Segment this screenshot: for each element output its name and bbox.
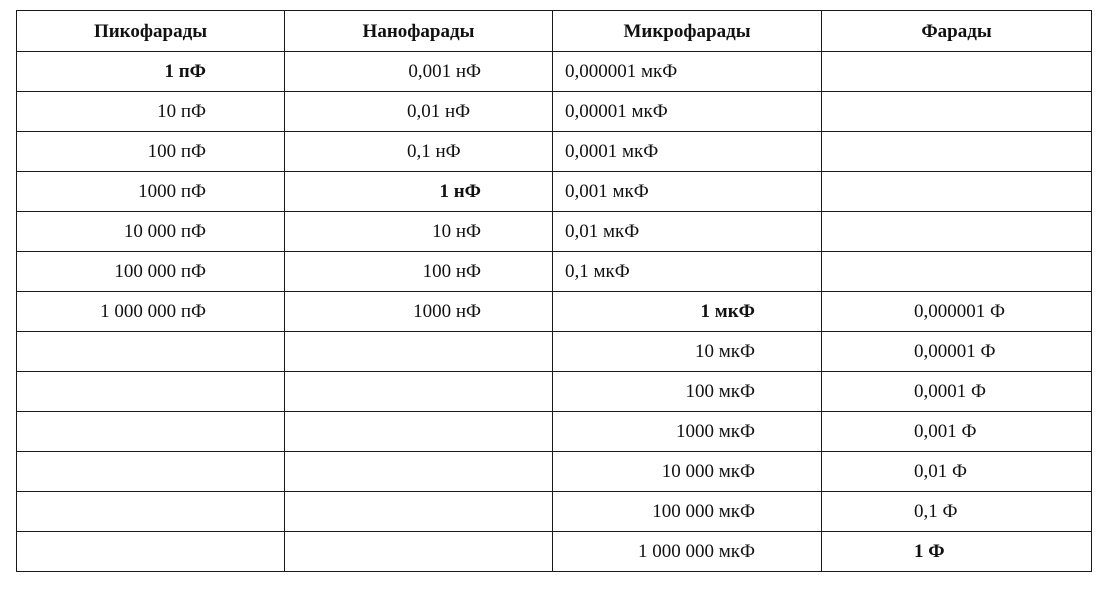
cell-pf	[17, 492, 285, 532]
table-row	[17, 332, 1092, 372]
table-row	[17, 92, 1092, 132]
cell-nf	[285, 212, 553, 252]
cell-f	[822, 92, 1092, 132]
cell-nf	[285, 492, 553, 532]
cell-f: 0,000001 Ф	[822, 292, 1092, 332]
cell-f	[822, 172, 1092, 212]
cell-uf: 0,01 мкФ	[553, 212, 822, 252]
cell-nf	[285, 412, 553, 452]
cell-pf: 1 000 000 пФ	[17, 292, 285, 332]
cell-f	[822, 52, 1092, 92]
cell-f: 0,0001 Ф	[822, 372, 1092, 412]
cell-f	[822, 252, 1092, 292]
cell-f: 0,1 Ф	[822, 492, 1092, 532]
cell-nf	[285, 532, 553, 572]
header-nanofarads: Нанофарады	[285, 11, 553, 52]
cell-f: 0,00001 Ф	[822, 332, 1092, 372]
table-row	[17, 52, 1092, 92]
table-row	[17, 172, 1092, 212]
cell-nf-value: 10 нФ	[432, 221, 481, 242]
cell-f	[822, 212, 1092, 252]
cell-nf-value: 0,01 нФ	[407, 101, 471, 122]
table-row	[17, 292, 1092, 332]
cell-pf: 1000 пФ	[17, 172, 285, 212]
table-row	[17, 532, 1092, 572]
cell-nf	[285, 332, 553, 372]
table-row	[17, 132, 1092, 172]
header-row	[17, 11, 1092, 52]
cell-pf	[17, 372, 285, 412]
cell-f: 1 Ф	[822, 532, 1092, 572]
cell-nf	[285, 372, 553, 412]
cell-pf: 100 пФ	[17, 132, 285, 172]
table-row	[17, 372, 1092, 412]
table-body	[17, 52, 1092, 572]
cell-uf: 1000 мкФ	[553, 412, 822, 452]
cell-pf: 100 000 пФ	[17, 252, 285, 292]
cell-uf: 0,000001 мкФ	[553, 52, 822, 92]
table-row	[17, 412, 1092, 452]
cell-uf: 100 мкФ	[553, 372, 822, 412]
cell-pf	[17, 532, 285, 572]
table-row	[17, 452, 1092, 492]
cell-f	[822, 132, 1092, 172]
cell-nf	[285, 132, 553, 172]
cell-uf: 10 000 мкФ	[553, 452, 822, 492]
cell-uf: 0,001 мкФ	[553, 172, 822, 212]
table-header	[17, 11, 1092, 52]
header-microfarads: Микрофарады	[553, 11, 822, 52]
cell-pf: 1 пФ	[17, 52, 285, 92]
cell-uf: 100 000 мкФ	[553, 492, 822, 532]
cell-nf	[285, 252, 553, 292]
cell-pf	[17, 332, 285, 372]
table-row	[17, 252, 1092, 292]
cell-uf: 0,0001 мкФ	[553, 132, 822, 172]
cell-nf-value: 100 нФ	[422, 261, 481, 282]
cell-nf-value: 1000 нФ	[413, 301, 481, 322]
cell-nf-value: 1 нФ	[439, 181, 481, 202]
cell-f: 0,001 Ф	[822, 412, 1092, 452]
cell-uf: 1 мкФ	[553, 292, 822, 332]
cell-nf-value: 0,001 нФ	[408, 61, 481, 82]
cell-nf-value: 0,1 нФ	[407, 141, 461, 162]
cell-pf: 10 пФ	[17, 92, 285, 132]
header-farads: Фарады	[822, 11, 1092, 52]
cell-uf: 0,1 мкФ	[553, 252, 822, 292]
cell-uf: 0,00001 мкФ	[553, 92, 822, 132]
cell-f: 0,01 Ф	[822, 452, 1092, 492]
cell-nf	[285, 172, 553, 212]
cell-pf	[17, 412, 285, 452]
cell-nf	[285, 52, 553, 92]
cell-pf: 10 000 пФ	[17, 212, 285, 252]
cell-nf	[285, 452, 553, 492]
table-row	[17, 492, 1092, 532]
capacitance-units-table	[16, 10, 1092, 572]
cell-nf	[285, 92, 553, 132]
table-row	[17, 212, 1092, 252]
header-picofarads: Пикофарады	[17, 11, 285, 52]
cell-pf	[17, 452, 285, 492]
cell-uf: 10 мкФ	[553, 332, 822, 372]
cell-uf: 1 000 000 мкФ	[553, 532, 822, 572]
cell-nf	[285, 292, 553, 332]
